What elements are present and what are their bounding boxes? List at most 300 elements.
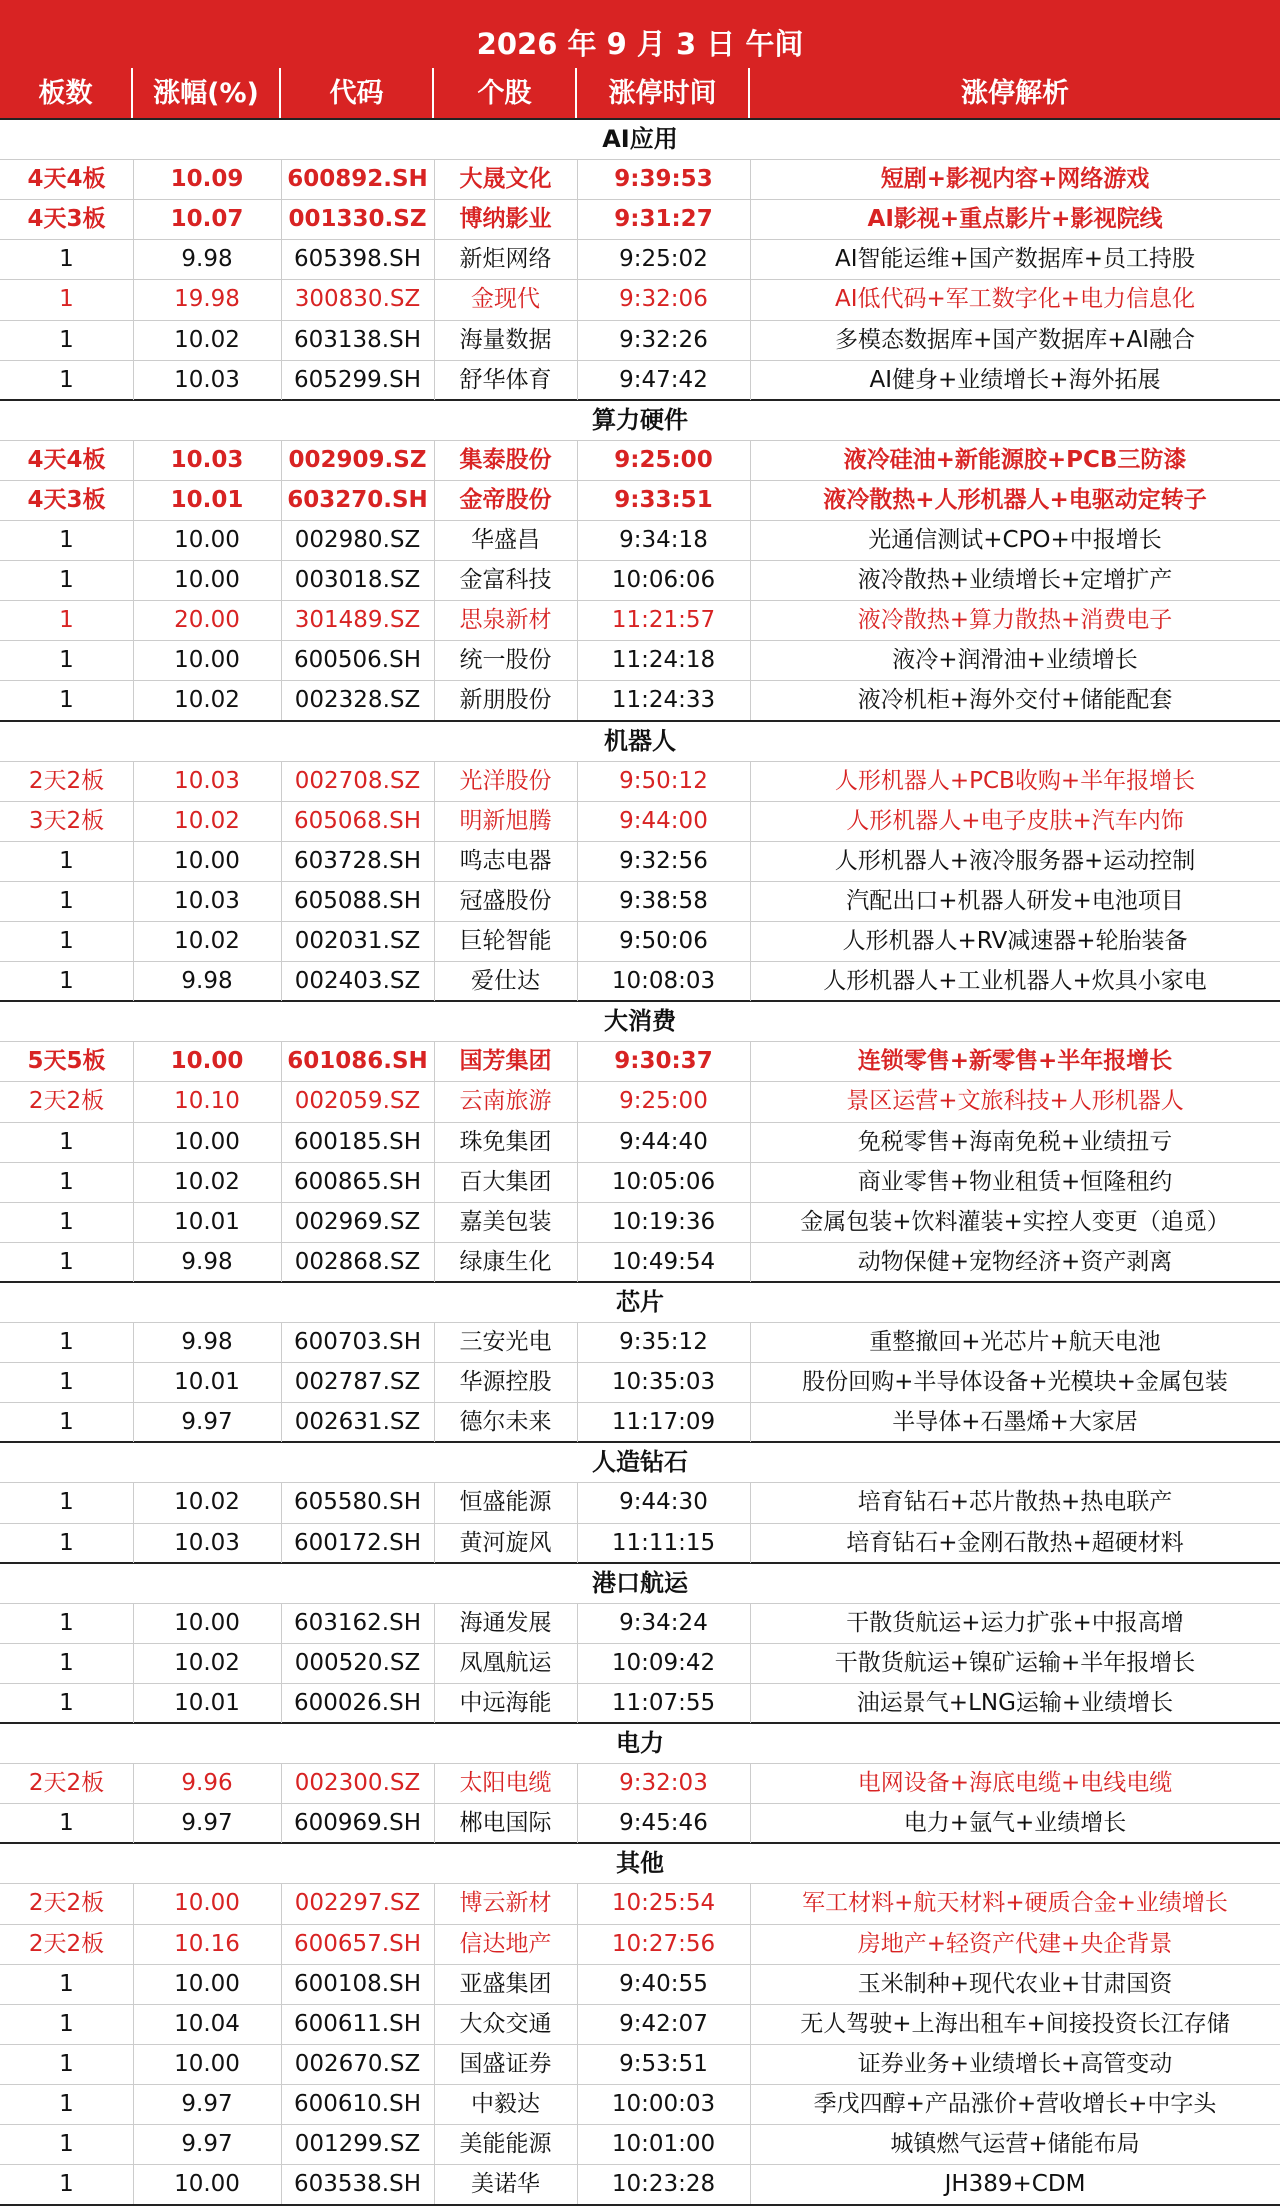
cell-time: 9:38:58 [619,887,708,914]
cell-code: 605088.SH [293,887,421,914]
cell-pct: 10.01 [174,1208,240,1235]
cell-pct: 19.98 [174,286,240,313]
cell-time: 9:31:27 [614,206,713,233]
column-divider [434,1603,435,1723]
cell-boards: 1 [59,2171,74,2198]
cell-code: 600611.SH [293,2010,421,2037]
cell-time: 9:44:30 [619,1489,708,1516]
column-divider [281,159,282,400]
cell-pct: 10.07 [170,206,244,233]
cell-code: 002300.SZ [294,1770,421,1797]
cell-stock: 百大集团 [459,1168,552,1195]
cell-time: 9:32:26 [619,326,708,353]
section-title: 芯片 [616,1287,664,1316]
cell-code: 002631.SZ [294,1409,421,1436]
cell-boards: 1 [59,366,74,393]
header-code: 代码 [281,68,434,119]
cell-boards: 1 [59,968,74,995]
cell-stock: 爱仕达 [471,968,540,995]
cell-analysis: 半导体+石墨烯+大家居 [892,1409,1138,1436]
cell-time: 11:21:57 [611,607,716,634]
cell-code: 603138.SH [293,326,421,353]
cell-analysis: 动物保健+宠物经济+资产剥离 [857,1248,1173,1275]
cell-stock: 鸣志电器 [459,847,552,874]
cell-time: 9:34:24 [619,1609,708,1636]
cell-boards: 2天2板 [28,1770,105,1797]
column-divider [133,440,134,721]
column-divider [750,1482,751,1562]
cell-analysis: 人形机器人+PCB收购+半年报增长 [834,767,1196,794]
cell-stock: 黄河旋风 [459,1529,552,1556]
column-divider [577,1883,578,2204]
cell-analysis: 无人驾驶+上海出租车+间接投资长江存储 [800,2010,1230,2037]
column-divider [281,1041,282,1282]
section-title: 港口航运 [592,1568,688,1597]
cell-time: 9:39:53 [614,166,713,193]
cell-stock: 珠免集团 [459,1128,552,1155]
column-divider [750,440,751,721]
cell-pct: 10.01 [174,1689,240,1716]
cell-stock: 巨轮智能 [459,928,552,954]
cell-stock: 冠盛股份 [459,887,552,914]
cell-code: 603270.SH [287,486,428,513]
cell-pct: 10.00 [174,527,240,553]
cell-analysis: 液冷+润滑油+业绩增长 [892,647,1138,674]
cell-analysis: 短剧+影视内容+网络游戏 [880,166,1150,193]
cell-stock: 亚盛集团 [459,1970,552,1997]
cell-analysis: 景区运营+文旅科技+人形机器人 [846,1088,1184,1115]
cell-stock: 新朋股份 [459,687,552,714]
cell-code: 002708.SZ [294,767,421,794]
cell-analysis: 人形机器人+电子皮肤+汽车内饰 [846,807,1184,834]
cell-code: 603162.SH [293,1609,421,1636]
cell-boards: 1 [59,647,74,674]
cell-time: 9:32:06 [619,286,708,313]
cell-analysis: 金属包装+饮料灌装+实控人变更（追觅） [800,1208,1230,1235]
cell-pct: 9.97 [181,2131,233,2157]
cell-code: 001299.SZ [294,2131,421,2157]
cell-code: 600026.SH [293,1689,421,1716]
cell-code: 605580.SH [293,1489,421,1516]
cell-analysis: 培育钻石+芯片散热+热电联产 [857,1489,1173,1516]
cell-stock: 凤凰航运 [459,1649,552,1676]
cell-boards: 4天4板 [27,166,106,193]
cell-stock: 云南旅游 [459,1088,552,1115]
cell-boards: 4天3板 [27,486,106,513]
cell-stock: 集泰股份 [459,446,552,473]
cell-boards: 1 [59,607,74,634]
cell-code: 600657.SH [293,1930,421,1957]
cell-analysis: 玉米制种+现代农业+甘肃国资 [857,1970,1173,1997]
table-bottom-border [0,2204,1280,2206]
cell-code: 002980.SZ [294,527,421,553]
cell-pct: 10.02 [174,807,240,834]
cell-code: 600865.SH [293,1168,421,1195]
section-title: 电力 [616,1729,664,1757]
column-divider [577,159,578,400]
cell-pct: 9.98 [181,968,233,995]
cell-pct: 10.00 [174,567,240,594]
cell-pct: 10.00 [174,2171,240,2198]
column-divider [281,1883,282,2204]
cell-boards: 3天2板 [28,807,105,834]
cell-time: 10:06:06 [611,567,716,594]
header-boards: 板数 [0,68,133,119]
cell-time: 10:49:54 [611,1248,716,1275]
cell-time: 9:33:51 [614,486,713,513]
cell-stock: 美诺华 [471,2171,540,2198]
column-divider [281,761,282,1002]
cell-code: 002787.SZ [294,1369,421,1396]
cell-pct: 10.10 [174,1088,240,1115]
cell-analysis: 商业零售+物业租赁+恒隆租约 [857,1168,1173,1195]
cell-boards: 1 [59,2010,74,2037]
cell-code: 002403.SZ [294,968,421,995]
column-divider [750,1883,751,2204]
cell-analysis: 季戊四醇+产品涨价+营收增长+中字头 [813,2090,1217,2117]
cell-time: 9:34:18 [619,527,708,553]
cell-stock: 海量数据 [459,326,552,353]
column-divider [577,1763,578,1843]
cell-pct: 10.00 [174,1128,240,1155]
cell-code: 301489.SZ [294,607,421,634]
cell-pct: 10.00 [174,1970,240,1997]
cell-time: 9:42:07 [619,2010,708,2037]
cell-time: 9:44:00 [619,807,708,834]
cell-code: 300830.SZ [294,286,421,313]
cell-stock: 国盛证券 [459,2050,552,2077]
cell-pct: 10.16 [174,1930,240,1957]
cell-stock: 中毅达 [471,2090,540,2117]
cell-stock: 中远海能 [459,1689,552,1716]
cell-analysis: AI影视+重点影片+影视院线 [867,206,1163,233]
cell-pct: 9.98 [181,1329,233,1355]
cell-stock: 信达地产 [459,1930,552,1957]
column-divider [577,1603,578,1723]
cell-time: 9:40:55 [619,1970,708,1997]
cell-time: 9:25:02 [619,246,708,273]
cell-time: 9:44:40 [619,1128,708,1155]
cell-stock: 光洋股份 [459,767,552,794]
column-divider [750,1041,751,1282]
cell-stock: 明新旭腾 [459,807,552,834]
cell-stock: 金富科技 [459,567,552,594]
cell-code: 002909.SZ [288,446,427,473]
column-divider [281,1322,282,1442]
cell-analysis: 液冷散热+人形机器人+电驱动定转子 [823,486,1207,513]
cell-code: 003018.SZ [294,567,421,594]
cell-boards: 1 [59,2050,74,2077]
cell-boards: 2天2板 [28,767,105,794]
cell-analysis: 人形机器人+工业机器人+炊具小家电 [823,968,1207,995]
cell-pct: 10.02 [174,687,240,714]
cell-code: 603728.SH [293,847,421,874]
header-time: 涨停时间 [577,68,750,119]
page-title: 2026 年 9 月 3 日 午间 [476,27,804,61]
cell-boards: 1 [59,1409,74,1436]
cell-boards: 1 [59,1208,74,1235]
cell-pct: 10.02 [174,326,240,353]
cell-analysis: 油运景气+LNG运输+业绩增长 [856,1689,1174,1716]
cell-pct: 10.00 [174,1609,240,1636]
cell-stock: 华源控股 [459,1369,552,1396]
cell-code: 600506.SH [293,647,421,674]
cell-time: 10:25:54 [611,1890,716,1917]
cell-code: 601086.SH [287,1048,428,1075]
cell-analysis: 重整撤回+光芯片+航天电池 [869,1329,1161,1355]
column-divider [133,1322,134,1442]
section-title: 人造钻石 [592,1448,688,1477]
cell-boards: 2天2板 [28,1890,105,1917]
cell-pct: 10.00 [174,647,240,674]
cell-time: 10:05:06 [611,1168,716,1195]
cell-boards: 1 [59,1369,74,1396]
column-divider [434,761,435,1002]
cell-time: 9:50:12 [619,767,708,794]
column-divider [750,761,751,1002]
column-divider [133,1883,134,2204]
cell-code: 001330.SZ [288,206,427,233]
column-divider [434,1041,435,1282]
section-title: 大消费 [604,1007,676,1036]
cell-stock: 统一股份 [459,647,552,674]
cell-boards: 1 [59,847,74,874]
column-divider [750,1603,751,1723]
cell-code: 600610.SH [293,2090,421,2117]
cell-analysis: 股份回购+半导体设备+光模块+金属包装 [802,1369,1228,1396]
column-divider [577,1041,578,1282]
cell-stock: 大众交通 [459,2010,552,2037]
cell-time: 9:45:46 [619,1810,708,1837]
cell-analysis: 电力+氩气+业绩增长 [903,1810,1127,1837]
column-divider [577,761,578,1002]
column-divider [750,1763,751,1843]
cell-stock: 德尔未来 [459,1409,552,1436]
cell-pct: 10.04 [174,2010,240,2037]
cell-pct: 10.00 [170,1048,244,1075]
column-divider [434,1763,435,1843]
cell-pct: 10.02 [174,1168,240,1195]
cell-boards: 1 [59,1970,74,1997]
cell-boards: 1 [59,1168,74,1195]
cell-stock: 金帝股份 [459,486,552,513]
cell-pct: 9.97 [181,2090,233,2117]
cell-boards: 1 [59,1248,74,1275]
cell-code: 600969.SH [293,1810,421,1837]
cell-boards: 1 [59,1329,74,1355]
cell-analysis: 免税零售+海南免税+业绩扭亏 [857,1128,1173,1155]
cell-boards: 1 [59,1689,74,1716]
section-title: 机器人 [604,726,676,755]
cell-stock: 海通发展 [459,1609,552,1636]
column-divider [577,1322,578,1442]
cell-analysis: 电网设备+海底电缆+电线电缆 [857,1770,1173,1797]
cell-time: 9:32:03 [619,1770,708,1797]
cell-analysis: 人形机器人+RV减速器+轮胎装备 [842,928,1188,954]
cell-stock: 舒华体育 [459,366,552,393]
cell-pct: 10.03 [170,446,244,473]
column-divider [281,1482,282,1562]
cell-pct: 9.97 [181,1409,233,1436]
cell-code: 600185.SH [293,1128,421,1155]
cell-pct: 9.97 [181,1810,233,1837]
column-divider [133,1482,134,1562]
cell-analysis: 证券业务+业绩增长+高管变动 [857,2050,1173,2077]
cell-pct: 20.00 [174,607,240,634]
column-divider [281,1603,282,1723]
cell-boards: 1 [59,2090,74,2117]
column-divider [577,440,578,721]
cell-boards: 2天2板 [28,1930,105,1957]
cell-boards: 1 [59,286,74,313]
cell-analysis: 光通信测试+CPO+中报增长 [868,527,1162,553]
cell-time: 9:32:56 [619,847,708,874]
column-divider [281,440,282,721]
column-divider [133,1603,134,1723]
cell-time: 10:19:36 [611,1208,716,1235]
cell-stock: 三安光电 [459,1329,552,1355]
cell-boards: 1 [59,1529,74,1556]
cell-code: 002868.SZ [294,1248,421,1275]
cell-code: 605299.SH [293,366,421,393]
cell-analysis: 干散货航运+镍矿运输+半年报增长 [834,1649,1196,1676]
cell-pct: 10.01 [170,486,244,513]
column-divider [133,159,134,400]
cell-stock: 大晟文化 [459,166,552,193]
column-divider [577,1482,578,1562]
cell-code: 002059.SZ [294,1088,421,1115]
column-divider [133,1763,134,1843]
cell-code: 002328.SZ [294,687,421,714]
cell-boards: 1 [59,246,74,273]
cell-boards: 1 [59,527,74,553]
cell-stock: 博纳影业 [459,206,552,233]
cell-boards: 1 [59,1649,74,1676]
cell-stock: 新炬网络 [459,246,552,273]
cell-pct: 9.98 [181,246,233,273]
cell-pct: 10.09 [170,166,244,193]
cell-boards: 1 [59,887,74,914]
cell-pct: 10.00 [174,1890,240,1917]
cell-stock: 华盛昌 [471,527,540,553]
cell-analysis: 人形机器人+液冷服务器+运动控制 [834,847,1196,874]
cell-analysis: 液冷机柜+海外交付+储能配套 [857,687,1173,714]
cell-time: 11:24:33 [611,687,716,714]
cell-pct: 9.98 [181,1248,233,1275]
cell-boards: 4天4板 [27,446,106,473]
cell-time: 10:23:28 [611,2171,716,2198]
cell-boards: 1 [59,567,74,594]
cell-analysis: 液冷硅油+新能源胶+PCB三防漆 [843,446,1187,473]
cell-pct: 10.02 [174,1649,240,1676]
cell-boards: 1 [59,1128,74,1155]
cell-time: 9:30:37 [614,1048,713,1075]
cell-code: 600108.SH [293,1970,421,1997]
cell-analysis: AI健身+业绩增长+海外拓展 [869,366,1161,393]
cell-time: 10:09:42 [611,1649,716,1676]
cell-time: 11:24:18 [611,647,716,674]
cell-time: 11:17:09 [611,1409,716,1436]
column-divider [434,1883,435,2204]
cell-stock: 绿康生化 [459,1248,552,1275]
column-divider [434,1482,435,1562]
cell-stock: 国芳集团 [459,1048,552,1075]
header-row [0,68,1280,119]
cell-pct: 10.03 [174,887,240,914]
cell-code: 600703.SH [293,1329,421,1355]
cell-time: 10:27:56 [611,1930,716,1957]
cell-analysis: AI低代码+军工数字化+电力信息化 [834,286,1196,313]
cell-stock: 博云新材 [459,1890,552,1917]
header-pct: 涨幅(%) [133,68,281,119]
section-title: 算力硬件 [592,405,688,434]
section-title: AI应用 [602,125,678,153]
cell-analysis: 培育钻石+金刚石散热+超硬材料 [846,1529,1184,1556]
cell-stock: 太阳电缆 [459,1770,552,1797]
cell-analysis: 多模态数据库+国产数据库+AI融合 [834,326,1196,353]
cell-pct: 10.02 [174,928,240,954]
column-divider [750,159,751,400]
cell-boards: 5天5板 [27,1048,106,1075]
cell-time: 11:07:55 [611,1689,716,1716]
cell-time: 9:35:12 [619,1329,708,1355]
cell-analysis: 连锁零售+新零售+半年报增长 [857,1048,1173,1075]
cell-stock: 金现代 [471,286,540,313]
cell-code: 002969.SZ [294,1208,421,1235]
cell-code: 605398.SH [293,246,421,273]
column-divider [434,159,435,400]
column-divider [750,1322,751,1442]
cell-analysis: 汽配出口+机器人研发+电池项目 [846,887,1184,914]
cell-time: 9:25:00 [614,446,713,473]
cell-analysis: 液冷散热+业绩增长+定增扩产 [857,567,1173,594]
cell-time: 9:25:00 [619,1088,708,1115]
cell-stock: 嘉美包装 [459,1208,552,1235]
cell-code: 603538.SH [293,2171,421,2198]
cell-boards: 1 [59,326,74,353]
cell-time: 10:08:03 [611,968,716,995]
cell-analysis: JH389+CDM [944,2171,1086,2198]
cell-analysis: AI智能运维+国产数据库+员工持股 [834,246,1196,273]
column-divider [133,1041,134,1282]
cell-pct: 9.96 [181,1770,233,1797]
cell-stock: 思泉新材 [459,607,552,634]
cell-code: 002031.SZ [294,928,421,954]
cell-analysis: 城镇燃气运营+储能布局 [890,2131,1140,2157]
cell-pct: 10.03 [174,767,240,794]
column-divider [281,1763,282,1843]
header-stock: 个股 [434,68,577,119]
cell-time: 10:01:00 [611,2131,716,2157]
cell-time: 9:47:42 [619,366,708,393]
column-divider [434,1322,435,1442]
cell-pct: 10.00 [174,2050,240,2077]
cell-boards: 1 [59,2131,74,2157]
cell-code: 605068.SH [293,807,421,834]
header-analysis: 涨停解析 [961,78,1069,109]
cell-pct: 10.03 [174,1529,240,1556]
cell-time: 9:53:51 [619,2050,708,2077]
cell-code: 600172.SH [293,1529,421,1556]
cell-time: 11:11:15 [611,1529,716,1556]
cell-analysis: 液冷散热+算力散热+消费电子 [857,607,1173,634]
cell-boards: 1 [59,928,74,954]
cell-boards: 2天2板 [28,1088,105,1115]
cell-code: 000520.SZ [294,1649,421,1676]
cell-analysis: 干散货航运+运力扩张+中报高增 [846,1609,1184,1636]
cell-boards: 4天3板 [27,206,106,233]
cell-pct: 10.00 [174,847,240,874]
